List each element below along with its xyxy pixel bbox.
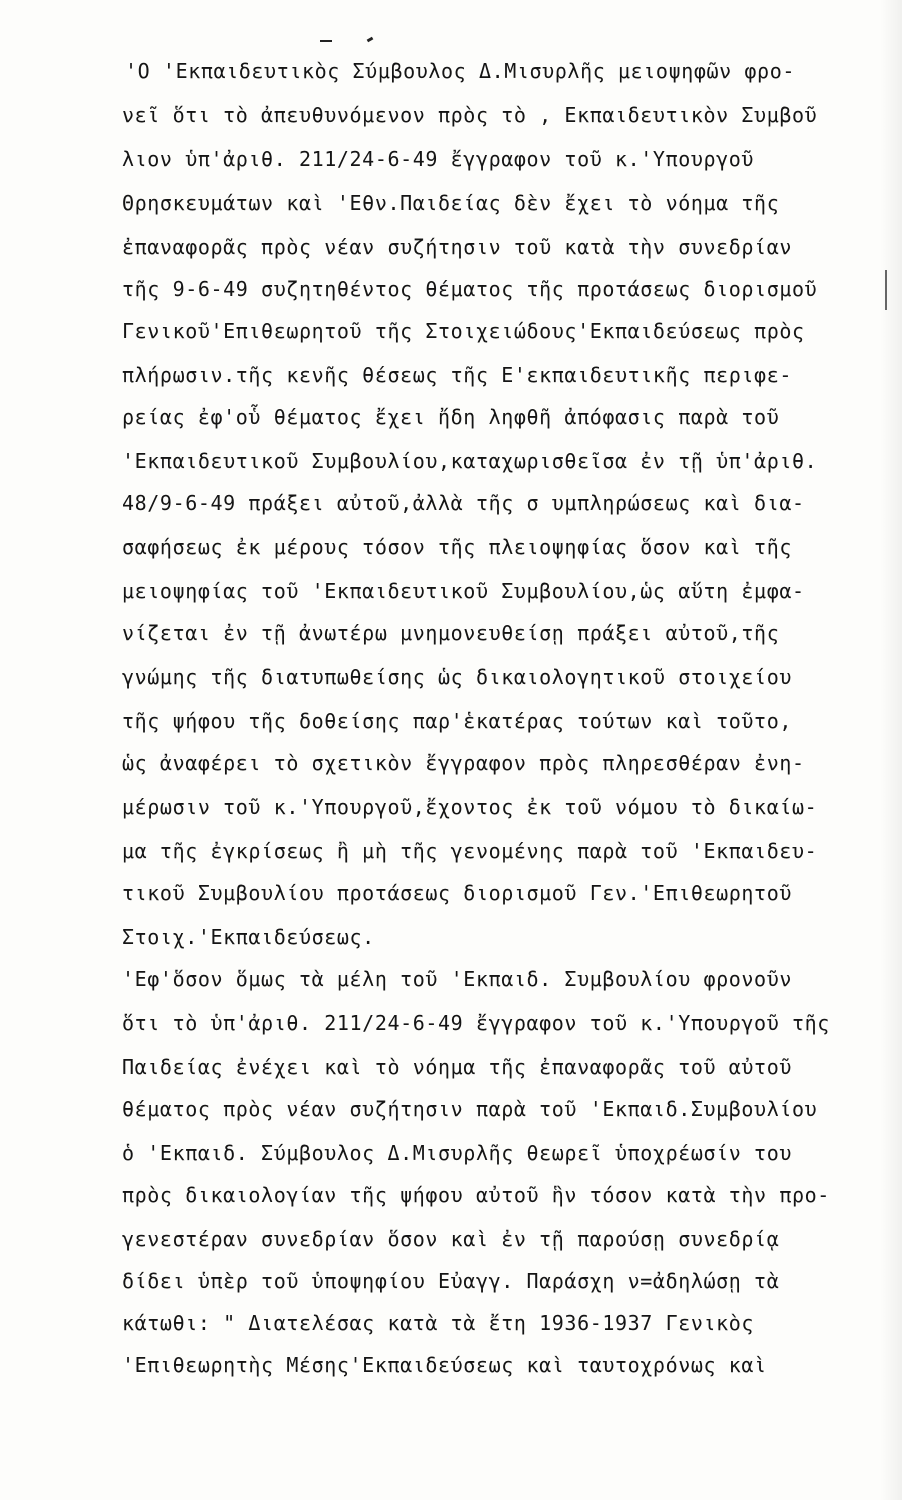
text-line: ὅτι τὸ ὑπ'ἀριθ. 211/24-6-49 ἔγγραφον τοῦ κ.'Υπουργοῦ τῆς (122, 1011, 830, 1035)
text-line: μέρωσιν τοῦ κ.'Υπουργοῦ,ἔχοντος ἐκ τοῦ νόμου τὸ δικαίω- (122, 795, 818, 819)
text-line: 'Εκπαιδευτικοῦ Συμβουλίου,καταχωρισθεῖσα ἐν τῇ ὑπ'ἀριθ. (122, 449, 818, 473)
text-line: πρὸς δικαιολογίαν τῆς ψήφου αὐτοῦ ἣν τόσον κατὰ τὴν προ- (122, 1183, 830, 1207)
text-line: γνώμης τῆς διατυπωθείσης ὡς δικαιολογητικοῦ στοιχείου (122, 665, 792, 689)
text-line: λιον ὑπ'ἀριθ. 211/24-6-49 ἔγγραφον τοῦ κ.'Υπουργοῦ (122, 147, 755, 171)
text-line: 'Επιθεωρητὴς Μέσης'Εκπαιδεύσεως καὶ ταυτοχρόνως καὶ (122, 1353, 767, 1377)
text-line: νεῖ ὅτι τὸ ἀπευθυνόμενον πρὸς τὸ , Εκπαιδευτικὸν Συμβοῦ (122, 103, 818, 127)
text-line: Θρησκευμάτων καὶ 'Εθν.Παιδείας δὲν ἔχει τὸ νόημα τῆς (122, 191, 780, 215)
text-line: σαφήσεως ἐκ μέρους τόσον τῆς πλειοψηφίας ὅσον καὶ τῆς (122, 535, 792, 559)
text-line: Γενικοῦ'Επιθεωρητοῦ τῆς Στοιχειώδους'Εκπαιδεύσεως πρὸς (122, 319, 805, 343)
text-line: Στοιχ.'Εκπαιδεύσεως. (122, 925, 375, 949)
text-line: 'Ο 'Εκπαιδευτικὸς Σύμβουλος Δ.Μισυρλῆς μειοψηφῶν φρο- (125, 59, 795, 83)
text-line: 48/9-6-49 πράξει αὐτοῦ,ἀλλὰ τῆς σ υμπληρώσεως καὶ δια- (122, 491, 805, 515)
text-line: μειοψηφίας τοῦ 'Εκπαιδευτικοῦ Συμβουλίου,ὡς αὕτη ἐμφα- (122, 579, 805, 603)
text-line: κάτωθι: " Διατελέσας κατὰ τὰ ἔτη 1936-1937 Γενικὸς (122, 1311, 755, 1335)
text-line: θέματος πρὸς νέαν συζήτησιν παρὰ τοῦ 'Εκπαιδ.Συμβουλίου (122, 1097, 818, 1121)
text-line: ἐπαναφορᾶς πρὸς νέαν συζήτησιν τοῦ κατὰ τὴν συνεδρίαν (122, 235, 792, 259)
text-line: 'Εφ'ὅσον ὅμως τὰ μέλη τοῦ 'Εκπαιδ. Συμβουλίου φρονοῦν (122, 967, 792, 991)
text-line: νίζεται ἐν τῇ ἀνωτέρω μνημονευθείσῃ πράξει αὐτοῦ,τῆς (122, 621, 780, 645)
text-line: τῆς ψήφου τῆς δοθείσης παρ'ἑκατέρας τούτων καὶ τοῦτο, (122, 709, 792, 733)
text-line: ὁ 'Εκπαιδ. Σύμβουλος Δ.Μισυρλῆς θεωρεῖ ὑποχρέωσίν του (122, 1141, 792, 1165)
text-line: τῆς 9-6-49 συζητηθέντος θέματος τῆς προτάσεως διορισμοῦ (122, 277, 818, 301)
text-line: ὡς ἀναφέρει τὸ σχετικὸν ἔγγραφον πρὸς πληρεσθέραν ἐνη- (122, 751, 805, 775)
text-line: μα τῆς ἐγκρίσεως ἢ μὴ τῆς γενομένης παρὰ τοῦ 'Εκπαιδευ- (122, 839, 818, 863)
text-line: δίδει ὑπὲρ τοῦ ὑποψηφίου Εὐαγγ. Παράσχη ν=ἀδηλώσῃ τὰ (122, 1269, 780, 1293)
text-line: ρείας ἐφ'οὗ θέματος ἔχει ἤδη ληφθῆ ἀπόφασις παρὰ τοῦ (122, 405, 780, 429)
text-line: γενεστέραν συνεδρίαν ὅσον καὶ ἐν τῇ παρούσῃ συνεδρίᾳ (122, 1227, 780, 1251)
text-line: τικοῦ Συμβουλίου προτάσεως διορισμοῦ Γεν.'Επιθεωρητοῦ (122, 881, 792, 905)
text-line: Παιδείας ἐνέχει καὶ τὸ νόημα τῆς ἐπαναφορᾶς τοῦ αὐτοῦ (122, 1055, 792, 1079)
text-line: πλήρωσιν.τῆς κενῆς θέσεως τῆς Ε'εκπαιδευτικῆς περιφε- (122, 363, 792, 387)
